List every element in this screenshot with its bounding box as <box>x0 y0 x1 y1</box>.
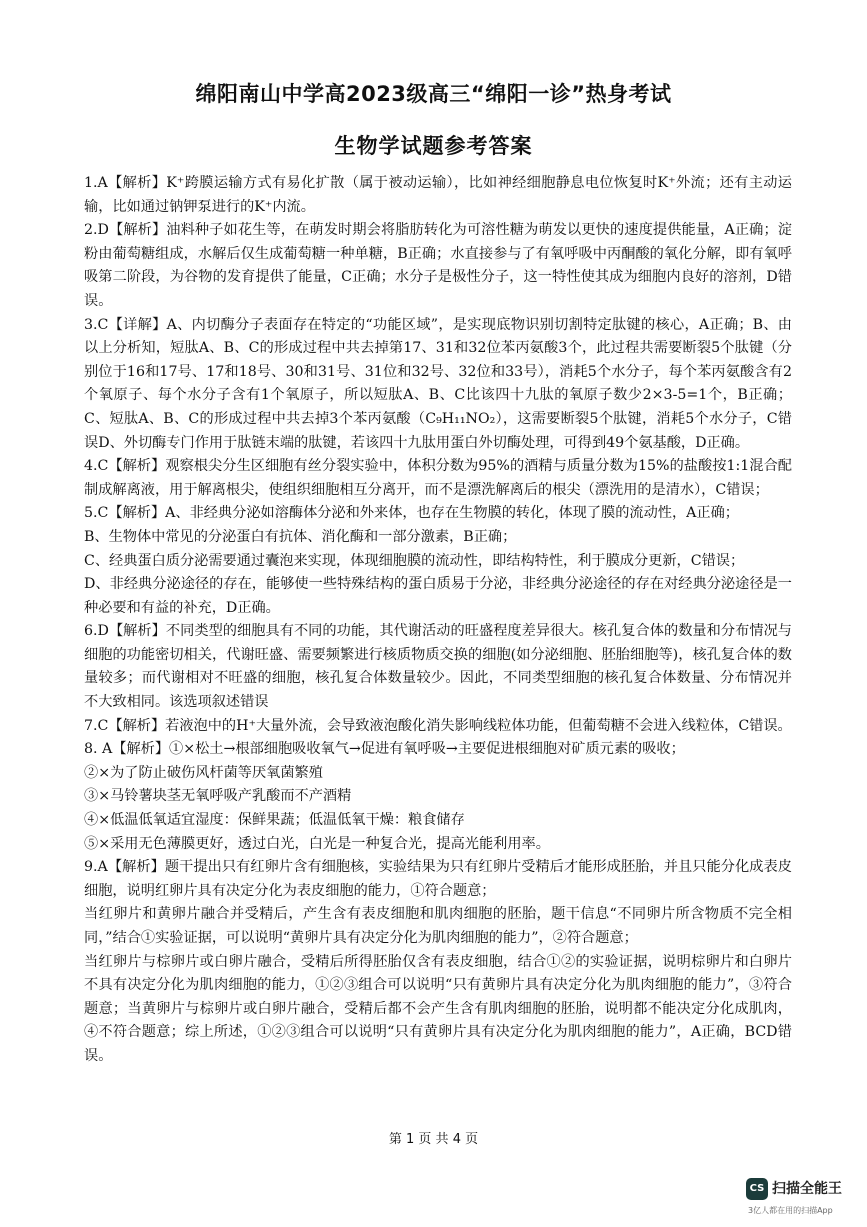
answer-8-item-2: ②×为了防止破伤风杆菌等厌氧菌繁殖 <box>84 764 323 781</box>
answer-9-b: 当红卵片和黄卵片融合并受精后，产生含有表皮细胞和肌肉细胞的胚胎，题干信息“不同卵片所含物质不完全相同，”结合①实验证据，可以说明“黄卵片具有决定分化为肌肉细胞的能力”，②符合题意； <box>84 906 792 946</box>
answer-9-a: 9.A【解析】题干提出只有红卵片含有细胞核，实验结果为只有红卵片受精后才能形成胚胎，并且只能分化成表皮细胞，说明红卵片具有决定分化为表皮细胞的能力，①符合题意； <box>84 859 792 899</box>
answer-8-item-3: ③×马铃薯块茎无氧呼吸产乳酸而不产酒精 <box>84 788 352 805</box>
answer-2: 2.D【解析】油料种子如花生等，在萌发时期会将脂肪转化为可溶性糖为萌发以更快的速度提供能量，A正确；淀粉由葡萄糖组成，水解后仅生成葡萄糖一种单糖，B正确；水直接参与了有氧呼吸中丙酮酸的氧化分解，即有氧呼吸第二阶段，为谷物的发育提供了能量，C正确；水分子是极性分子，这一特性使其成为细胞内良好的溶剂，D错误。 <box>84 222 792 309</box>
answer-7: 7.C【解析】若液泡中的H⁺大量外流，会导致液泡酸化消失影响线粒体功能，但葡萄糖不会进入线粒体，C错误。 <box>84 717 792 734</box>
watermark-tagline: 3亿人都在用的扫描App <box>748 1206 833 1215</box>
document-title: 绵阳南山中学高2023级高三“绵阳一诊”热身考试 <box>195 82 672 106</box>
scanner-watermark <box>746 1174 866 1224</box>
answer-6: 6.D【解析】不同类型的细胞具有不同的功能，其代谢活动的旺盛程度差异很大。核孔复合体的数量和分布情况与细胞的功能密切相关，代谢旺盛、需要频繁进行核质物质交换的细胞(如分泌细胞、胚胎细胞等)，核孔复合体的数量较多；而代谢相对不旺盛的细胞，核孔复合体数量较少。因此，不同类型细胞的核孔复合体数量、分布情况并不大致相同。该选项叙述错误 <box>84 623 792 711</box>
answer-3: 3.C【详解】A、内切酶分子表面存在特定的“功能区域”，是实现底物识别切割特定肽键的核心，A正确；B、由以上分析知，短肽A、B、C的形成过程中共去掉第17、31和32位苯丙氨酸3个，此过程共需要断裂5个肽键（分别位于16和17号、17和18号、30和31号、31位和32号、32位和33号），消耗5个水分子，每个苯丙氨酸含有2个氧原子、每个水分子含有1个氧原子，所以短肽A、B、C比该四十九肽的氧原子数少2×3-5=1个，B正确；C、短肽A、B、C的形成过程中共去掉3个苯丙氨酸（C₉H₁₁NO₂），这需要断裂5个肽键，消耗5个水分子，C错误D、外切酶专门作用于肽链末端的肽键，若该四十九肽用蛋白外切酶处理，可得到49个氨基酸，D正确。 <box>84 316 792 451</box>
answer-9-c: 当红卵片与棕卵片或白卵片融合，受精后所得胚胎仅含有表皮细胞，结合①②的实验证据，说明棕卵片和白卵片不具有决定分化为肌肉细胞的能力，①②③组合可以说明“只有黄卵片具有决定分化为肌肉细胞的能力”，③符合题意；当黄卵片与棕卵片或白卵片融合，受精后都不会产生含有肌肉细胞的胚胎，说明都不能决定分化成肌肉，④不符合题意；综上所述，①②③组合可以说明“只有黄卵片具有决定分化为肌肉细胞的能力”，A正确，BCD错误。 <box>84 953 792 1064</box>
answer-8-item-5: ⑤×采用无色薄膜更好，透过白光，白光是一种复合光，提高光能利用率。 <box>84 835 550 852</box>
answer-4: 4.C【解析】观察根尖分生区细胞有丝分裂实验中，体积分数为95%的酒精与质量分数为15%的盐酸按1:1混合配制成解离液，用于解离根尖，使组织细胞相互分离开，而不是漂洗解离后的根尖（漂洗用的是清水），C错误； <box>84 458 792 498</box>
answer-1: 1.A【解析】K⁺跨膜运输方式有易化扩散（属于被动运输），比如神经细胞静息电位恢复时K⁺外流；还有主动运输，比如通过钠钾泵进行的K⁺内流。 <box>84 175 792 215</box>
answer-5-c: C、经典蛋白质分泌需要通过囊泡来实现，体现细胞膜的流动性，即结构特性，利于膜成分更新，C错误； <box>84 552 745 569</box>
page-number: 第 1 页 共 4 页 <box>388 1132 479 1147</box>
answer-8: 8. A【解析】①×松土→根部细胞吸收氧气→促进有氧呼吸→主要促进根细胞对矿质元素的吸收； <box>84 741 685 758</box>
watermark-app-name: 扫描全能王 <box>772 1181 842 1197</box>
answer-5-d: D、非经典分泌途径的存在，能够使一些特殊结构的蛋白质易于分泌，非经典分泌途径的存在对经典分泌途径是一种必要和有益的补充，D正确。 <box>84 576 792 616</box>
answer-8-item-4: ④×低温低氧适宜湿度：保鲜果蔬；低温低氧干燥：粮食储存 <box>84 812 465 829</box>
answer-5-a: 5.C【解析】A、非经典分泌如溶酶体分泌和外来体，也存在生物膜的转化，体现了膜的流动性，A正确； <box>84 505 739 522</box>
answer-body <box>84 172 792 1069</box>
camscanner-logo-icon: CS <box>746 1178 768 1200</box>
document-subtitle: 生物学试题参考答案 <box>334 134 533 158</box>
answer-5-b: B、生物体中常见的分泌蛋白有抗体、消化酶和一部分激素，B正确； <box>84 528 517 545</box>
